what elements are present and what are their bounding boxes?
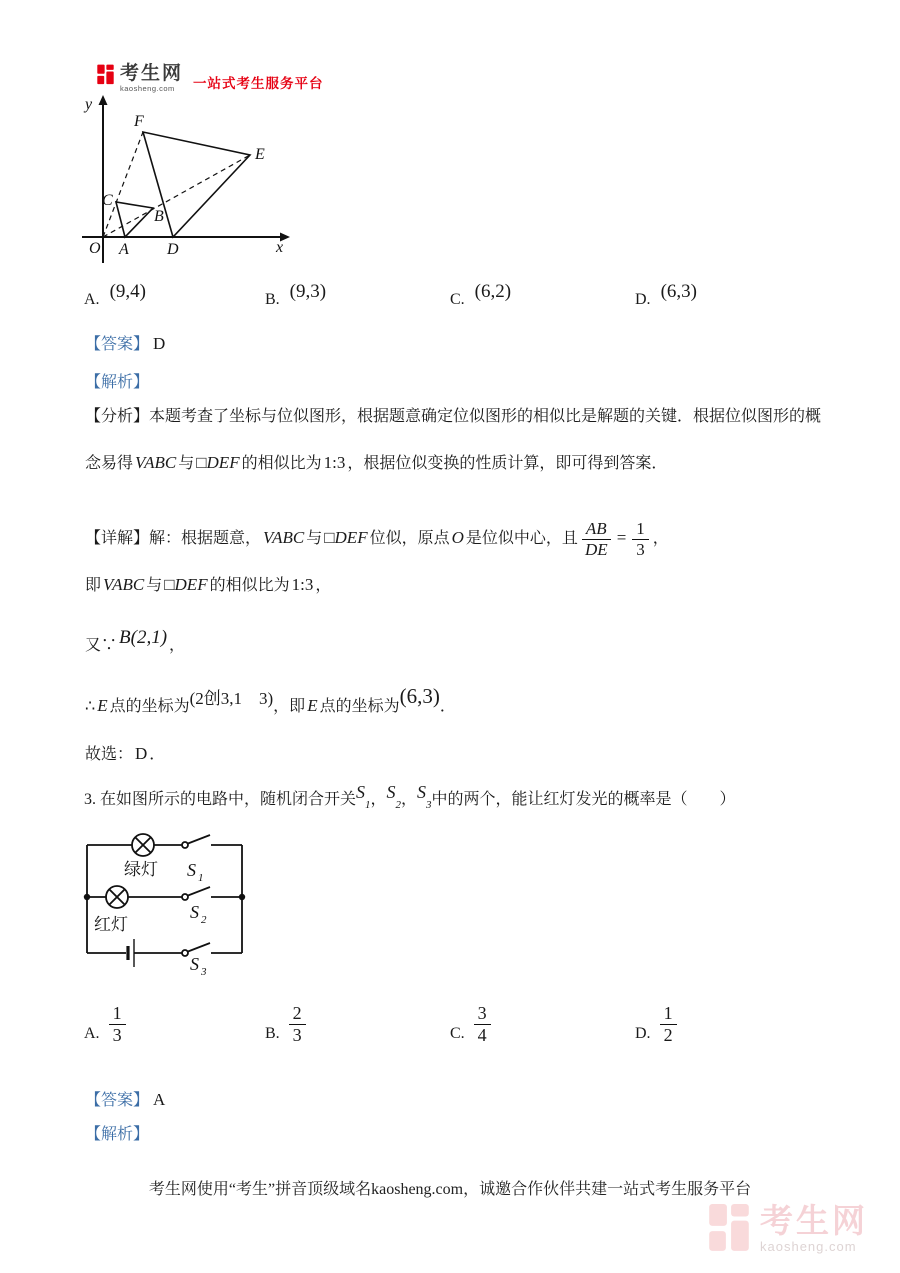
brand-name: 考生网: [120, 63, 184, 84]
geometry-figure: [78, 95, 308, 267]
q3-stem: 3. 在如图所示的电路中，随机闭合开关$S_1$，$S_2$，$S_3$中的两个，能让红灯发光的概率是（ ）: [84, 782, 736, 812]
q2-answer-line: [85, 333, 165, 356]
q2-you-line: 又∵ B(2,1) ，: [85, 627, 186, 654]
green-lamp-label: 绿灯: [124, 860, 158, 879]
brand-tagline: 一站式考生服务平台: [193, 76, 324, 91]
q2-option-b: B. (9,3): [265, 281, 327, 308]
label-O: O: [89, 240, 101, 257]
q3-answer-line: [85, 1089, 165, 1112]
label-E: E: [255, 146, 265, 163]
switch-s2-sub: 2: [201, 914, 207, 926]
watermark-mark-icon: [706, 1204, 752, 1259]
q2-ji-line: 即 VABC 与 □DEF 的相似比为 1:3 ，: [85, 575, 332, 594]
q2-answer-value: D: [153, 334, 166, 353]
q3-option-c: C. $\frac{3}{4}$: [450, 1004, 491, 1045]
q2-fenxi-line1: 【分析】本题考查了坐标与位似图形，根据题意确定位似图形的相似比是解题的关键．根据位似图形的概: [85, 408, 822, 425]
brand-mark-icon: [96, 64, 115, 86]
label-A: A: [119, 241, 129, 258]
green-lamp-icon: [132, 834, 154, 856]
label-D: D: [167, 241, 179, 258]
switch-s3-sub: 3: [201, 966, 207, 978]
junction-dot-left: [84, 894, 90, 900]
q3-option-d: D. $\frac{1}{2}$: [635, 1004, 677, 1045]
q2-option-d: D. (6,3): [635, 281, 697, 308]
footer-text: 考生网使用“考生”拼音顶级域名kaosheng.com，诚邀合作伙伴共建一站式考生服务平台: [148, 1181, 752, 1198]
answer-tag: 【答案】: [85, 336, 150, 353]
switch-s1-sub: 1: [198, 872, 204, 884]
q3-jiexi-line: [85, 1124, 149, 1146]
q2-fenxi-line2: 念易得 VABC 与 □DEF 的相似比为 1:3 ，根据位似变换的性质计算，即可得到答案．: [85, 453, 668, 472]
q2-conclusion-line: 故选： D ．: [85, 744, 166, 763]
label-y: y: [85, 96, 93, 113]
q2-e-line: ∴ E 点的坐标为(2创3,1 3)，即 E 点的坐标为(6,3)．: [85, 684, 456, 715]
fraction-1-3: $\frac{1}{3}$: [632, 520, 649, 559]
q3-option-a: A. $\frac{1}{3}$: [84, 1004, 126, 1045]
brand-domain: kaosheng.com: [120, 84, 175, 93]
switch-s2-icon: [182, 887, 210, 900]
switch-s1-label: S: [187, 860, 196, 880]
q3-options-row: [0, 1004, 900, 1054]
q2-options-row: [0, 274, 900, 324]
header-logo: [96, 64, 324, 93]
q3-option-b: B. $\frac{2}{3}$: [265, 1004, 306, 1045]
x-axis: [82, 233, 290, 242]
fraction-ab-de: $\frac{AB}{DE}$: [582, 520, 611, 559]
watermark-brand: 考生网: [760, 1202, 868, 1239]
junction-dot-right: [239, 894, 245, 900]
red-lamp-label: 红灯: [94, 915, 128, 934]
q2-xiangjie-line: 【详解】解：根据题意， VABC 与 □DEF 位似，原点 O 是位似中心，且 $\frac{AB}{DE}$ = $\frac{1}{3}$ ，: [85, 519, 669, 559]
red-lamp-icon: [106, 886, 128, 908]
label-B: B: [154, 208, 164, 225]
jiexi-tag: 【解析】: [85, 374, 150, 391]
label-F: F: [134, 113, 144, 130]
q3-answer-value: A: [153, 1090, 166, 1109]
q2-jiexi-line: [85, 372, 149, 394]
jiexi-tag: 【解析】: [85, 1126, 150, 1143]
q2-option-c: C. (6,2): [450, 281, 512, 308]
battery-icon: [128, 939, 134, 967]
switch-s2-label: S: [190, 902, 199, 922]
q2-option-a: A. (9,4): [84, 281, 146, 308]
switch-s1-icon: [182, 835, 210, 848]
dilation-rays: [103, 132, 250, 237]
switch-s3-label: S: [190, 954, 199, 974]
circuit-figure: [80, 828, 260, 993]
label-C: C: [102, 192, 113, 209]
answer-tag: 【答案】: [85, 1092, 150, 1109]
watermark-logo: [706, 1204, 868, 1259]
label-x: x: [276, 239, 284, 256]
watermark-domain: kaosheng.com: [760, 1238, 857, 1254]
